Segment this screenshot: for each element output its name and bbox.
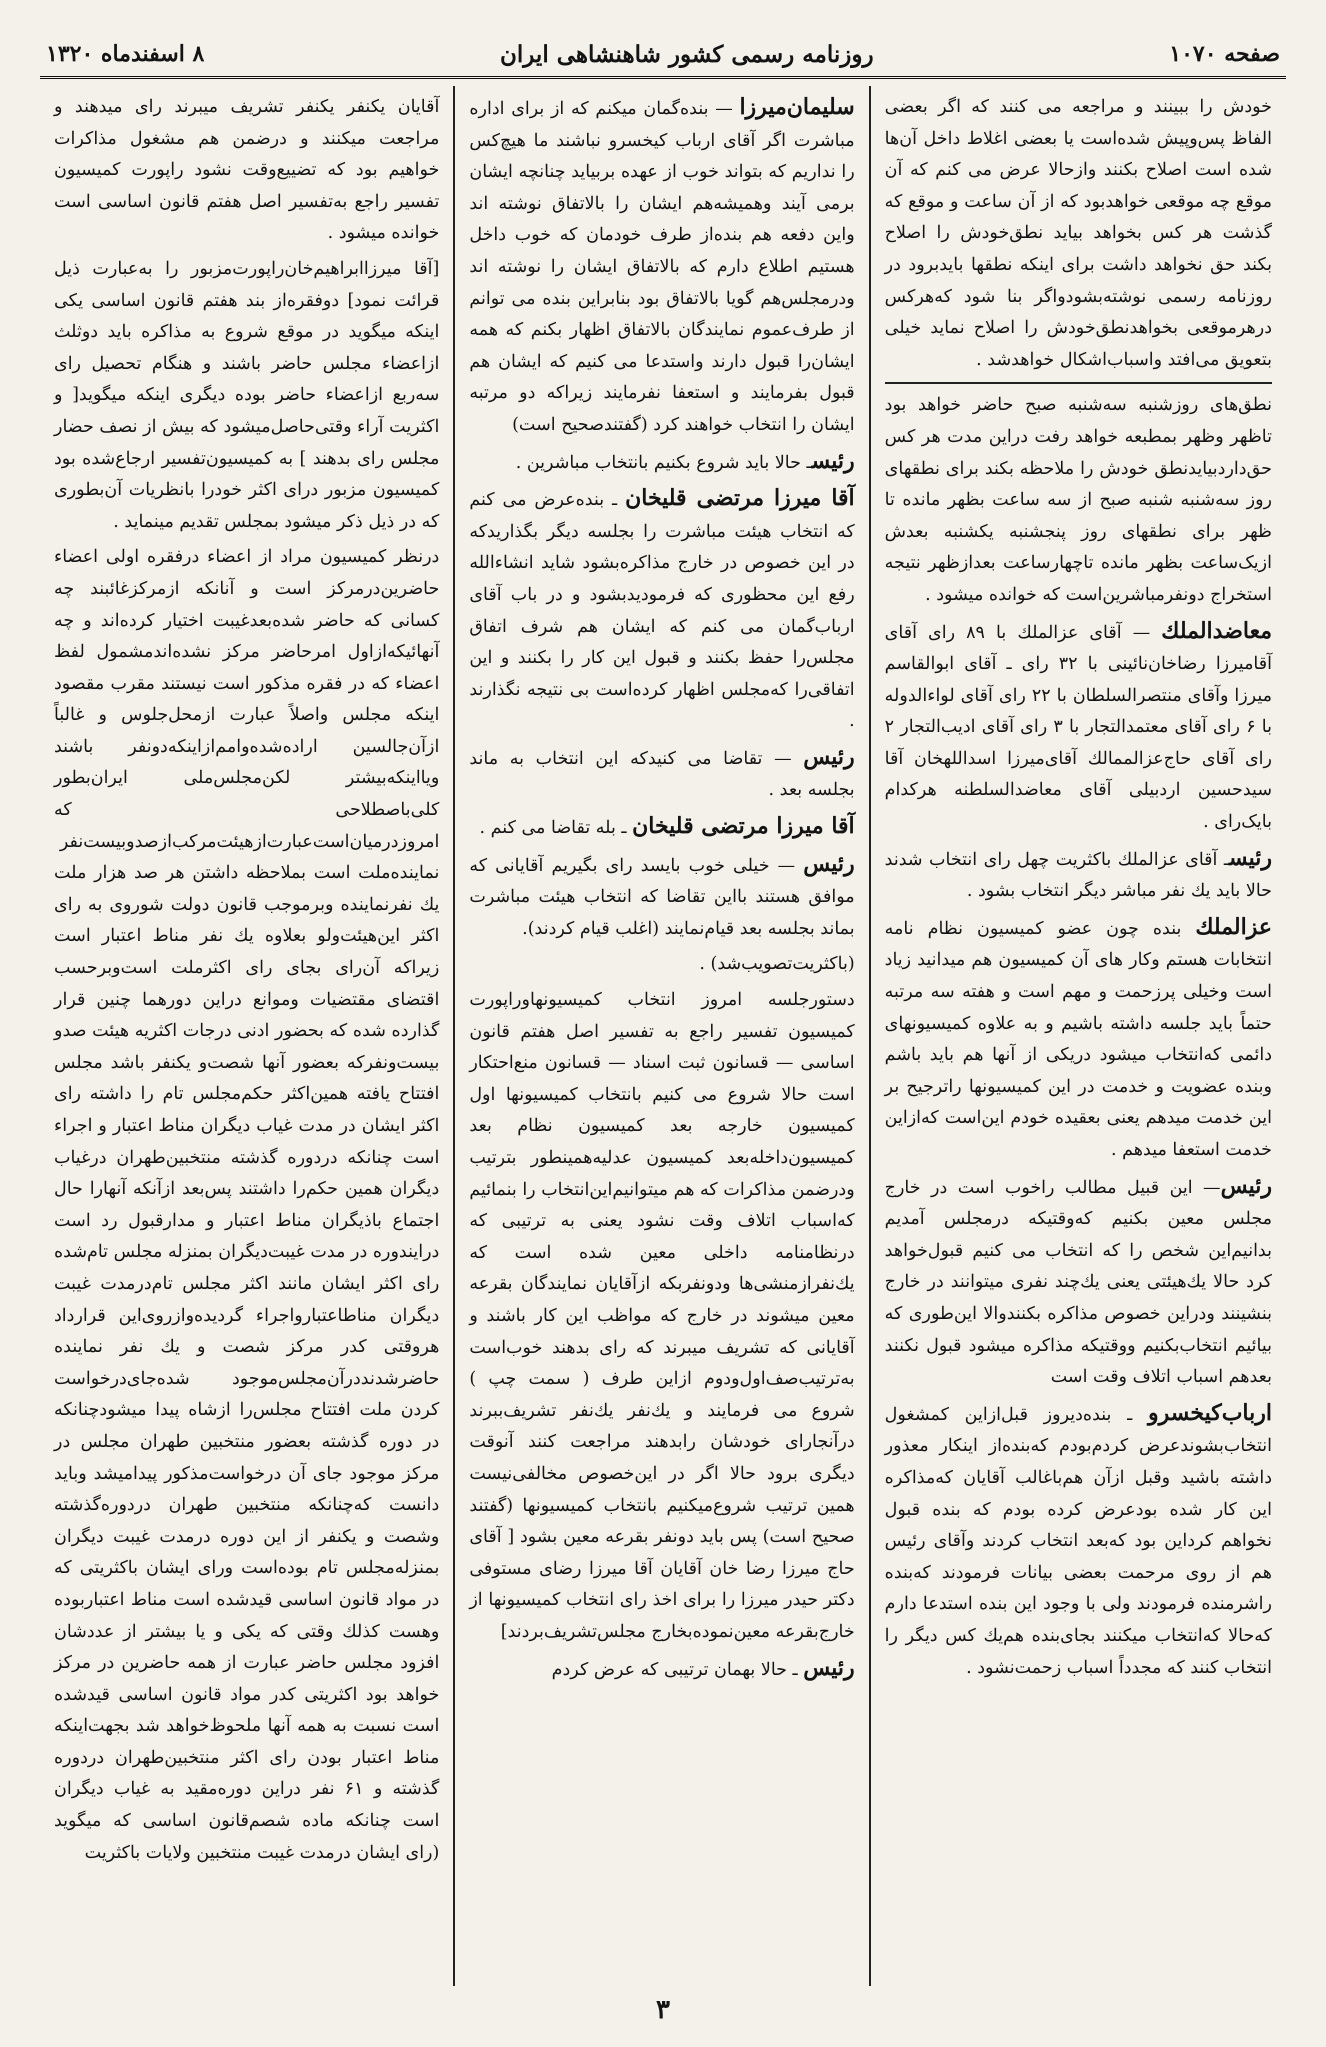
paragraph [469, 742, 854, 807]
speaker-name: آقا میرزا مرتضی قلیخان [625, 485, 855, 512]
speaker-name: معاضدالملك [1161, 617, 1272, 644]
paragraph-text: ـ بنده‌عرض می کنم که انتخاب هیئت مباشرت را بجلسه دیگر بگذاریدکه در این خصوص در خارج مذاکره‌بشود شاید انشاءالله رفع این محظوری که فرمودیدبشود و در باب آقای ارباب‌گمان می کنم که ایشان هم شرف اتفاق مجلس‌را حفظ بکنند و قبول این کار را بکنند و این اتفاقی‌را که‌مجلس اظهار کرده‌است بی نتیجه نگذارند . [469, 490, 855, 732]
paragraph-text: [آقا میرزاابراهیم‌خان‌راپورت‌مزبور را به‌عبارت ذیل قرائت نمود] دوفقره‌از بند هفتم قانون اساسی یکی اینکه میگوید در موقع شروع به مذاکره باید دوثلث ازاعضاء مجلس حاضر باشند و هنگام تحصیل رای سه‌ربع ازاعضاء حاضر بوده دیگری اینکه میگوید[ و اکثریت آراء وقتی‌حاصل‌میشود که بیش از نصف حضار مجلس رای بدهند ] به کمیسیون‌تفسیر ارجاع‌شده بود کمیسیون مزبور درای اکثر خودرا بانظریات آن‌بطوری که در ذیل ذکر میشود بمجلس تقدیم مینماید . [54, 258, 440, 532]
column-right [871, 86, 1286, 1986]
column-middle [455, 86, 870, 1986]
speaker-name: رئیس [1220, 1172, 1272, 1199]
paragraph [469, 985, 854, 1648]
speaker-name: رئیس [1228, 844, 1272, 871]
paragraph [469, 483, 854, 738]
paragraph [885, 912, 1272, 1167]
page-label: صفحه ۱۰۷۰ [1169, 41, 1280, 67]
text-columns [40, 86, 1286, 1986]
paragraph-text: دستورجلسه امروز انتخاب کمیسیونهاوراپورت کمیسیون تفسیر راجع به تفسیر اصل هفتم قانون اساسی — قسانون ثبت اسناد — قسانون منع‌احتکار است حالا شروع می کنیم بانتخاب کمیسیونها اول کمیسیون خارجه بعد کمیسیون نظام بعد کمیسیون‌داخله‌بعد کمیسیون عدلیه‌همینطور بترتیب ودرضمن مذاکرات که ‌هم میتوانیم‌این‌انتخاب را بنمائیم که‌اسباب اتلاف وقت نشود یعنی به ترتیبی که درنظامنامه داخلی معین شده است که یك‌نفرازمنشی‌ها ودونفربکه ازآقایان نمایندگان بقرعه معین میشوند در خارج که مواظب این کار باشند و آقایانی که تشریف میبرند که رای بدهند خوب‌است به‌ترتیب‌صف‌اول‌ودوم ازاین طرف ( سمت چپ ) شروع می فرمایند و یك‌نفر یك‌نفر تشریف‌ببرند درآنجارای خودشان رابدهند مراجعت کنند آنوقت دیگری برود حالا اگر در این‌خصوص مخالفی‌نیست همین ترتیب شروع‌میکنیم بانتخاب کمیسیونها (گفتند صحیح است) پس باید دونفر بقرعه معین بشود [ آقای حاج میرزا رضا خان آقایان آقا میرزا رضای مستوفی دکتر حیدر میرزا را برای اخذ رای انتخاب کمیسیونها از خارج‌بقرعه معین‌نموده‌بخارج مجلس‌تشریف‌بردند] [469, 990, 855, 1642]
speaker-name: ارباب‌کیخسرو [1148, 1399, 1272, 1426]
paragraph-text: آقایان یکنفر یکنفر تشریف میبرند رای میدهند و مراجعت میکنند و درضمن هم مشغول مذاکرات خواهیم بود که تضییع‌وقت نشود راپورت کمیسیون تفسیر راجع به‌تفسیر اصل هفتم قانون اساسی است خوانده میشود . [54, 97, 440, 244]
speaker-name: رئیس [803, 743, 855, 770]
speaker-name: آقا میرزا مرتضی قلیخان [632, 813, 855, 840]
paragraph-text: ـ حالا بهمان ترتیبی که عرض کردم [551, 1659, 804, 1680]
paragraph-text: — خیلی خوب بایسد رای بگیریم آقایانی که موافق هستند بااین تقاضا که انتخاب هیئت مباشرت بماند بجلسه بعد قیام‌نمایند (اغلب قیام کردند). [469, 855, 855, 939]
column-left [40, 86, 455, 1986]
paragraph-text: ـ حالا باید شروع بکنیم بانتخاب مباشرین . [515, 452, 812, 473]
paragraph [54, 542, 439, 1869]
paragraph [469, 949, 854, 981]
paragraph-text: ـ بنده‌دیروز قبل‌ازاین کمشغول انتخاب‌بشوندعرض کردم‌بودم که‌بنده‌از اینکار معذور داشته باشید وقبل ازآن هم‌باغالب آقایان که‌مذاکره این کار شده بودعرض کرده بودم که بنده قبول نخواهم کرداین بود که‌بعد انتخاب کردند وآقای رئیس هم از روی مرحمت بعضی بیانات فرمودند که‌بنده راشرمنده فرمودند ولی با وجود این بنده استدعا دارم که‌حالا که‌انتخاب میکنند بجای‌بنده هم‌یك کس دیگر را انتخاب کنند که مجدداً اسباب زحمت‌نشود . [884, 1404, 1272, 1678]
paragraph-text: خودش را ببینند و مراجعه می کنند که اگر بعضی الفاظ پس‌وپیش شده‌است یا بعضی اغلاط داخل آن‌ها شده است اصلاح بکنند وازحالا عرض می کنم که آن موقع چه موقعی خواهدبود که از آن ساعت و موقع که گذشت هر کس بخواهد بیاید نطق‌خودش را اصلاح بکند حق نخواهد داشت برای اینکه نطقها بایدبرود در روزنامه رسمی نوشته‌بشودواگر بنا شود که‌هرکس درهرموقعی بخواهدنطق‌خودش را اصلاح نماید خیلی بتعویق می‌افتد واسباب‌اشکال خواهدشد . [884, 97, 1272, 370]
newspaper-title: روزنامه رسمی کشور شاهنشاهی ایران [499, 40, 874, 68]
page-number: ۳ [656, 1995, 670, 2025]
issue-date: ۸ اسفندماه ۱۳۲۰ [46, 41, 205, 67]
paragraph-text: ـ آقای عزالملك باکثریت چهل رای انتخاب شدند حالا باید یك نفر مباشر دیگر انتخاب بشود . [884, 849, 1272, 902]
paragraph-text: بنده چون عضو کمیسیون نظام نامه انتخابات هستم وکار های آن کمیسیون هم میدانید زیاد است وخیلی پرزحمت و مهم است و هفته سه مرتبه حتماً باید جلسه داشته باشیم و به علاوه کمیسیونهای دائمی که‌انتخاب میشود دریکی از آنها هم باید باشم وبنده عضویت و خدمت در این کمیسیونها راترجیح بر این خدمت میدهم یعنی بعقیده خودم این‌است که‌ازاین خدمت استعفا میدهم . [884, 918, 1272, 1160]
paragraph-text: درنظر کمیسیون مراد از اعضاء درفقره اولی اعضاء حاضرین‌درمرکز است و آنانکه ازمرکزغائبند چه کسانی که حاضر شده‌بعدغیبت اختیار کرده‌اند و چه آنهائیکه‌ازاول امرحاضر مرکز نشده‌اندمشمول لفظ اعضاء که در فقره مذکور است نیستند مقرب مقصود اینکه مجلس واصلاً عبارت ازمحل‌جلوس و غالباً ازآن‌جالسین اراده‌شده‌وامم‌ازاینکه‌دونفر باشند ویااینکه‌بیشتر لکن‌مجلس‌ملی ایران‌بطور کلی‌باصطلاحی که امروزدرمیان‌است‌عبارت‌ازهیئت‌مرکب‌ازصدوبیست‌نفر نماینده‌ملت است بملاحظه داشتن هر صد هزار ملت یك نفرنماینده وبرموجب قانون دولت شوروی به رای اکثر این‌هیئت‌ولو بعلاوه یك نفر مناط اعتبار است زیراکه آن‌رای بجای رای اکثرملت است‌وبرحسب اقتضای مقتضیات وموانع دراین دورهما چنین قرار گذارده شده که بحضور ادنی درجات اکثریه هیئت صدو بیست‌ونفرکه بعضور آنها شصت‌و یکنفر باشد مجلس افتتاح یافته همین‌اکثر حکم‌مجلس تام را داشته رای اکثر ایشان در مدت غیاب دیگران مناط اعتبار و اجراء است چنانکه دردوره گذشته منتخبین‌طهران درغیاب دیگران همین حکم‌را داشتند پس‌بعد ازآنکه آنهارا حال اجتماع باذیگران مناط اعتبار و مدارقبول رد است درایندوره در مدت غیبت‌دیگران بمنزله مجلس تام‌شده رای اکثر ایشان مانند اکثر مجلس تام‌درمدت غیبت دیگران مناطاعتبار‌واجراء گردیده‌وازروی‌این قرارداد هروقتی کدر مرکز شصت و یك نفر نماینده حاضر‌شدند‌درآن‌مجلس‌موجود شده‌جای‌درخواست کردن ملت افتتاح مجلس‌را ازشاه پیدا میشودچنانکه در دوره گذشته بعضور منتخبین طهران مجلس در مرکز موجود جای آن درخواست‌مذکور پیدامیشد وباید دانست که‌چنانکه منتخبین طهران دردوره‌گذشته وشصت و یکنفر از این دوره درمدت غیبت دیگران بمنزله‌مجلس تام بوده‌است ورای ایشان باکثریتی که در مواد قانون اساسی قیدشده است مناط اعتباربوده وهست کذلك وقتی که یکی و یا بیشتر از عددشان افزود مجلس حاضر عبارت از همه حاضرین در مرکز خواهد بود اکثریتی کدر مواد قانون اساسی قیدشده است نسبت به همه آنها ملحوظ‌خواهد شد بجهت‌اینکه مناط اعتبار بودن رای اکثر منتخبین‌طهران در‌دوره گذشته و ۶۱ نفر دراین دوره‌مقید به غیاب دیگران است چنانکه ماده شصم‌قانون اساسی که میگوید (رای ایشان درمدت غیبت منتخبین ولایات باکثریت [54, 547, 440, 1863]
paragraph [885, 616, 1272, 839]
paragraph [885, 1171, 1272, 1394]
speaker-name: رئیس [811, 447, 855, 474]
paragraph [885, 382, 1272, 611]
paragraph [885, 1398, 1272, 1684]
paragraph [54, 254, 439, 538]
paragraph-text: نطق‌های روزشنبه سه‌شنبه صبح حاضر خواهد بود تاظهر وظهر بمطبعه خواهد رفت دراین مدت هر کس حق‌داردبیایدنطق خودش را ملاحظه بکند برای نطقهای روز سه‌شنبه شنبه صبح از سه ساعت بظهر مانده تا ظهر برای نطقهای روز پنجشنبه یکشنبه بعدش ازیک‌ساعت بظهر مانده تاچهارساعت بعدازظهر نتیجه استخراج دونفرمباشرین‌است که خوانده میشود . [884, 395, 1272, 605]
paragraph [469, 446, 854, 480]
speaker-name: رئیس [803, 850, 855, 877]
paragraph [469, 811, 854, 845]
paragraph [885, 843, 1272, 908]
speaker-name: عزالملك [1195, 913, 1272, 940]
paragraph-text: — تقاضا می کنیدکه این انتخاب به ماند بجلسه بعد . [469, 748, 855, 801]
paragraph-text: — آقای عزالملك با ۸۹ رای آقای آقامیرزا رضاخان‌نائینی با ۳۲ رای ـ آقای ابوالقاسم میرزا وآقای منتصرالسلطان با ۲۲ رای آقای لواءالدوله با ۶ رای آقای معتمدالتجار با ۳ رای آقای ادیب‌التجار ۲ رای آقای حاج‌عزالممالك آقای‌میرزا اسداللهخان آقا سیدحسین اردبیلی آقای معاضدالسلطنه هرکدام بایک‌رای . [884, 622, 1272, 833]
paragraph-text: — این قبیل مطالب راخوب است در خارج مجلس معین بکنیم که‌وقتیکه درمجلس آمدیم بدانیم‌این شخص را که انتخاب می کنیم قبول‌خواهد کرد حالا یك‌هیئتی یعنی یك‌چند نفری میتوانند در خارج بنشینند ودراین خصوص مذاکره بکنندوالا این‌طوری که بیائیم انتخاب‌بکنیم ووقتیکه مذاکره میشود قبول نکنند بعدهم اسباب اتلاف وقت است [884, 1177, 1272, 1388]
paragraph [885, 92, 1272, 376]
speaker-name: رئیس [803, 1654, 855, 1681]
speaker-name: سلیمان‌میرزا [739, 94, 855, 120]
paragraph [469, 849, 854, 946]
paragraph-text: (باکثریت‌تصویب‌شد) . [699, 954, 855, 975]
paragraph-text: — بنده‌گمان میکنم که از برای اداره مباشرت اگر آقای ارباب کیخسرو نباشند ما هیچ‌کس را نداریم که بتواند خوب از عهده بربیاید چنانچه ایشان برمی آیند وهمیشه‌هم ایشان را بالاتفاق نوشته اند واین دفعه هم بنده‌از طرف خودمان که خوب داخل هستیم اطلاع دارم که بالاتفاق ایشان را نوشته اند ودرمجلس‌هم گویا بالاتفاق بود بنابراین بنده می توانم از طرف‌عموم نمایندگان بالاتفاق اظهار بکنم که همه ایشان‌را قبول دارند واستدعا می کنیم که ایشان هم قبول بفرمایند و استعفا نفرمایند زیراکه دو مرتبه ایشان را انتخاب خواهند کرد (گفتند‌صحیح است) [469, 99, 855, 435]
paragraph-text: ـ بله تقاضا می کنم . [479, 818, 633, 839]
page-header [40, 32, 1286, 79]
paragraph [54, 92, 439, 250]
paragraph [469, 1653, 854, 1687]
paragraph [469, 92, 854, 442]
